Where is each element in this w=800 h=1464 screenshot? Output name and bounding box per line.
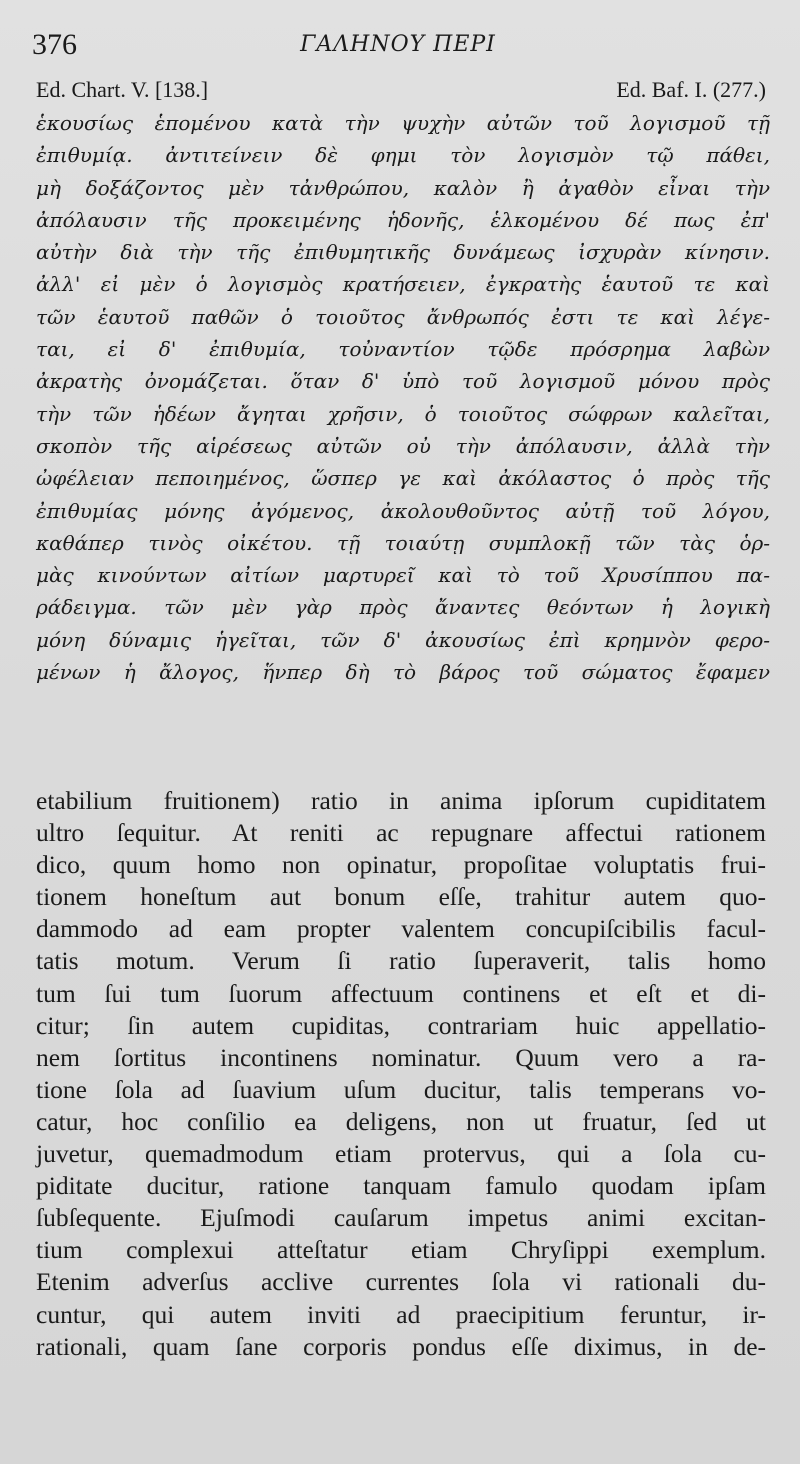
greek-line: μόνη δύναμις ἡγεῖται, τῶν δ' ἀκουσίως ἐπὶ κρημνὸν φερο-	[36, 627, 770, 652]
latin-line: dico, quum homo non opinatur, propoſitae voluptatis frui-	[36, 850, 766, 880]
latin-line: ſubſequente. Ejuſmodi cauſarum impetus animi excitan-	[36, 1203, 766, 1233]
greek-line: ὠφέλειαν πεποιημένος, ὥσπερ γε καὶ ἀκόλαστος ὁ πρὸς τῆς	[36, 466, 770, 491]
greek-line: ἀκρατὴς ὀνομάζεται. ὅταν δ' ὑπὸ τοῦ λογισμοῦ μόνου πρὸς	[36, 369, 770, 394]
latin-line: dammodo ad eam propter valentem concupiſcibilis facul-	[36, 914, 766, 944]
edition-reference-chartier: Ed. Chart. V. [138.]	[36, 77, 209, 102]
greek-line: τῶν ἑαυτοῦ παθῶν ὁ τοιοῦτος ἄνθρωπός ἐστι τε καὶ λέγε-	[36, 304, 770, 329]
latin-line: tionem honeſtum aut bonum eſſe, trahitur autem quo-	[36, 882, 766, 912]
latin-line: Etenim adverſus acclive currentes ſola vi rationali du-	[36, 1267, 766, 1297]
greek-line: ράδειγμα. τῶν μὲν γὰρ πρὸς ἄναντες θεόντων ἡ λογικὴ	[36, 595, 770, 620]
greek-line: ται, εἰ δ' ἐπιθυμία, τοὐναντίον τῷδε πρόσρημα λαβὼν	[36, 337, 770, 362]
running-title: ΓΑΛΗΝΟΥ ΠΕΡΙ	[300, 32, 496, 57]
latin-line: tum ſui tum ſuorum affectuum continens et eſt et di-	[36, 978, 766, 1008]
greek-line: σκοπὸν τῆς αἱρέσεως αὐτῶν οὐ τὴν ἀπόλαυσιν, ἀλλὰ τὴν	[36, 433, 770, 458]
greek-line: μένων ἡ ἄλογος, ἥνπερ δὴ τὸ βάρος τοῦ σώματος ἔφαμεν	[36, 660, 770, 685]
page-number: 376	[32, 28, 77, 61]
latin-line: tatis motum. Verum ſi ratio ſuperaverit, talis homo	[36, 946, 766, 976]
greek-line: ἑκουσίως ἑπομένου κατὰ τὴν ψυχὴν αὐτῶν τοῦ λογισμοῦ τῇ	[36, 111, 770, 135]
latin-line: etabilium fruitionem) ratio in anima ipſorum cupiditatem	[36, 786, 766, 815]
latin-line: tione ſola ad ſuavium uſum ducitur, talis temperans vo-	[36, 1074, 766, 1104]
latin-line: nem ſortitus incontinens nominatur. Quum vero a ra-	[36, 1042, 766, 1072]
greek-line: ἐπιθυμίᾳ. ἀντιτείνειν δὲ φημι τὸν λογισμὸν τῷ πάθει,	[36, 143, 770, 168]
edition-reference-line	[36, 77, 766, 107]
greek-text-block	[36, 107, 770, 688]
greek-line: ἐπιθυμίας μόνης ἀγόμενος, ἀκολουθοῦντος αὐτῇ τοῦ λόγου,	[36, 498, 770, 523]
greek-line: μὰς κινούντων αἰτίων μαρτυρεῖ καὶ τὸ τοῦ Χρυσίππου πα-	[36, 563, 770, 588]
latin-text-block	[36, 785, 766, 1363]
greek-line: αὐτὴν διὰ τὴν τῆς ἐπιθυμητικῆς δυνάμεως ἰσχυρὰν κίνησιν.	[36, 240, 770, 265]
greek-line: ἀπόλαυσιν τῆς προκειμένης ἡδονῆς, ἑλκομένου δέ πως ἐπ'	[36, 207, 770, 232]
latin-line: cuntur, qui autem inviti ad praecipitium feruntur, ir-	[36, 1299, 766, 1329]
greek-line: τὴν τῶν ἡδέων ἄγηται χρῆσιν, ὁ τοιοῦτος σώφρων καλεῖται,	[36, 401, 770, 426]
greek-line: μὴ δοξάζοντος μὲν τἀνθρώπου, καλὸν ἢ ἀγαθὸν εἶναι τὴν	[36, 175, 770, 200]
page-header	[32, 28, 764, 68]
latin-line: catur, hoc conſilio ea deligens, non ut fruatur, ſed ut	[36, 1106, 766, 1136]
greek-line: ἀλλ' εἰ μὲν ὁ λογισμὸς κρατήσειεν, ἐγκρατὴς ἑαυτοῦ τε καὶ	[36, 272, 770, 297]
latin-line: ultro ſequitur. At reniti ac repugnare affectui rationem	[36, 818, 766, 848]
greek-line: καθάπερ τινὸς οἰκέτου. τῇ τοιαύτῃ συμπλοκῇ τῶν τὰς ὁρ-	[36, 530, 770, 555]
latin-line: citur; ſin autem cupiditas, contrariam huic appellatio-	[36, 1010, 766, 1040]
latin-line: juvetur, quemadmodum etiam protervus, qui a ſola cu-	[36, 1139, 766, 1169]
latin-line: piditate ducitur, ratione tanquam famulo quodam ipſam	[36, 1171, 766, 1201]
latin-line: tium complexui atteſtatur etiam Chryſippi exemplum.	[36, 1235, 766, 1265]
edition-reference-basel: Ed. Baf. I. (277.)	[616, 77, 766, 102]
latin-line: rationali, quam ſane corporis pondus eſſe diximus, in de-	[36, 1331, 766, 1361]
